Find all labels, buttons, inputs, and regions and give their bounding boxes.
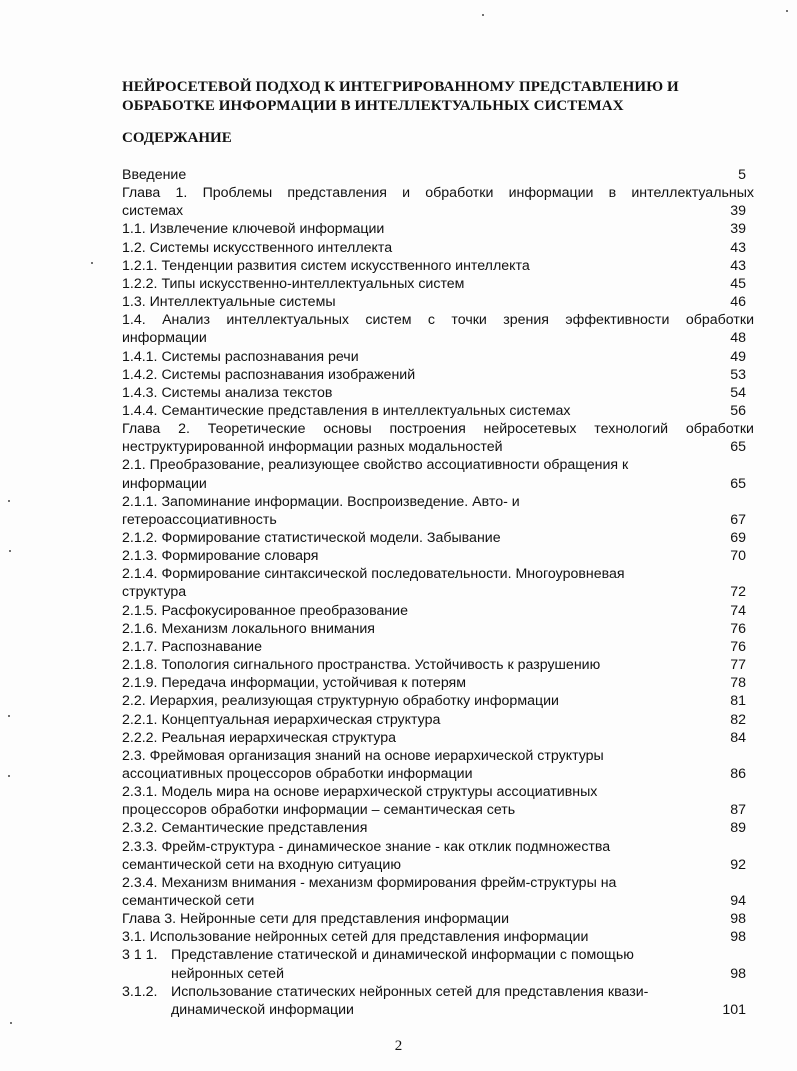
toc-entry xyxy=(122,366,754,384)
toc-entry-page: 82 xyxy=(730,711,746,728)
toc-entry xyxy=(122,874,754,892)
toc-entry-title: 2.1.8. Топология сигнального пространства. Устойчивость к разрушению xyxy=(122,657,601,674)
toc-entry-page: 5 xyxy=(738,167,746,183)
toc-entry-title: динамической информации xyxy=(171,1001,354,1018)
toc-entry-title: 2.1. Преобразование, реализующее свойство ассоциативности обращения к xyxy=(122,457,629,474)
toc-entry xyxy=(122,438,754,456)
toc-entry-page: 86 xyxy=(730,765,746,782)
toc-entry xyxy=(122,275,754,293)
toc-entry-title: 2.1.3. Формирование словаря xyxy=(122,548,319,565)
toc-entry-title: структура xyxy=(122,584,187,601)
toc-entry xyxy=(122,602,754,620)
toc-entry xyxy=(122,166,754,184)
toc-entry xyxy=(122,892,754,910)
title-line-1: НЕЙРОСЕТЕВОЙ ПОДХОД К ИНТЕГРИРОВАННОМУ ПРЕДСТАВЛЕНИЮ И xyxy=(122,79,679,95)
toc-entry-title: Глава 2. Теоретические основы построения нейросетевых технологий обработки xyxy=(122,421,754,438)
toc-entry-page: 56 xyxy=(730,402,746,419)
toc-entry-title: 2.3.4. Механизм внимания - механизм формирования фрейм-структуры на xyxy=(122,874,617,891)
toc-entry-title: семантической сети на входную ситуацию xyxy=(122,856,401,873)
toc-entry xyxy=(122,1001,754,1019)
toc-entry-page: 76 xyxy=(730,620,746,637)
toc-entry-page: 94 xyxy=(730,893,746,909)
toc-entry xyxy=(122,638,754,656)
toc-entry-title: 1.1. Извлечение ключевой информации xyxy=(122,221,385,238)
toc-entry-title: информации xyxy=(122,330,207,347)
toc-entry xyxy=(122,838,754,856)
toc-entry xyxy=(122,729,754,747)
toc-entry xyxy=(122,965,754,983)
toc-entry-title: 1.4.1. Системы распознавания речи xyxy=(122,348,359,365)
toc-entry xyxy=(122,928,754,946)
toc-entry xyxy=(122,420,754,438)
toc-entry-title: 1.2.1. Тенденции развития систем искусственного интеллекта xyxy=(122,257,530,274)
toc-entry-page: 70 xyxy=(730,548,746,565)
toc-entry-title: семантической сети xyxy=(122,893,255,909)
toc-entry-page: 84 xyxy=(730,729,746,746)
toc-entry-page: 53 xyxy=(730,366,746,383)
title-line-2: ОБРАБОТКЕ ИНФОРМАЦИИ В ИНТЕЛЛЕКТУАЛЬНЫХ СИСТЕМАХ xyxy=(122,98,624,114)
scan-speck xyxy=(8,715,10,717)
toc-entry xyxy=(122,711,754,729)
toc-entry-title: 2.3. Фреймовая организация знаний на основе иерархической структуры xyxy=(122,747,604,764)
toc-entry-page: 49 xyxy=(730,348,746,365)
toc-entry xyxy=(122,801,754,819)
toc-entry-title: 2.1.2. Формирование статистической модели. Забывание xyxy=(122,530,501,546)
scan-speck xyxy=(786,10,788,12)
toc-entry-title: процессоров обработки информации – семантическая сеть xyxy=(122,802,516,819)
scan-speck xyxy=(9,550,11,552)
toc-entry-page: 45 xyxy=(730,275,746,292)
toc-entry xyxy=(122,384,754,402)
toc-entry xyxy=(122,547,754,565)
toc-entry-page: 101 xyxy=(722,1001,746,1018)
toc-entry-page: 81 xyxy=(730,693,746,710)
toc-entry-title: Использование статических нейронных сетей для представления квази- xyxy=(171,983,649,1000)
toc-entry-page: 98 xyxy=(730,929,746,946)
toc-entry-title: информации xyxy=(122,475,207,492)
toc-entry-page: 43 xyxy=(730,257,746,274)
toc-entry xyxy=(122,511,754,529)
toc-entry-title: 2.2.1. Концептуальная иерархическая структура xyxy=(122,711,441,728)
toc-entry-title: гетероассоциативность xyxy=(122,511,277,528)
toc-entry-number: 3.1.2. xyxy=(122,983,158,1000)
toc-entry xyxy=(122,783,754,801)
toc-entry-title: системах xyxy=(122,203,184,220)
toc-entry-page: 76 xyxy=(730,638,746,655)
toc-entry-title: 2.3.2. Семантические представления xyxy=(122,820,368,837)
toc-entry-title: Глава 1. Проблемы представления и обработки информации в интеллектуальных xyxy=(122,185,754,202)
toc-entry-title: 1.2. Системы искусственного интеллекта xyxy=(122,239,393,256)
toc-entry xyxy=(122,692,754,710)
toc-entry-page: 67 xyxy=(730,511,746,528)
toc-entry xyxy=(122,311,754,329)
toc-entry xyxy=(122,674,754,692)
toc-entry-page: 65 xyxy=(730,439,746,456)
toc-entry-title: 3.1. Использование нейронных сетей для представления информации xyxy=(122,929,589,946)
toc-entry-title: Введение xyxy=(122,167,187,183)
toc-entry xyxy=(122,493,754,511)
toc-entry-page: 65 xyxy=(730,475,746,492)
scan-speck xyxy=(10,1022,12,1024)
toc-entry xyxy=(122,402,754,420)
toc-entry-page: 92 xyxy=(730,856,746,873)
toc-entry xyxy=(122,565,754,583)
toc-entry xyxy=(122,529,754,547)
toc-entry xyxy=(122,983,754,1001)
toc-entry-title: 1.2.2. Типы искусственно-интеллектуальных систем xyxy=(122,275,465,292)
toc-entry-title: 2.3.1. Модель мира на основе иерархической структуры ассоциативных xyxy=(122,784,598,801)
toc-entry-title: 1.4.4. Семантические представления в интеллектуальных системах xyxy=(122,402,571,419)
toc-entry-page: 74 xyxy=(730,602,746,619)
toc-entry-title: Глава 3. Нейронные сети для представления информации xyxy=(122,911,509,928)
toc-entry-title: 2.1.1. Запоминание информации. Воспроизведение. Авто- и xyxy=(122,493,520,510)
toc-entry-page: 39 xyxy=(730,203,746,220)
toc-entry-page: 43 xyxy=(730,239,746,256)
toc-entry xyxy=(122,475,754,493)
toc-entry xyxy=(122,946,754,964)
scan-speck xyxy=(482,14,484,16)
toc-entry-page: 98 xyxy=(730,911,746,928)
scan-speck xyxy=(8,775,10,777)
toc-entry-page: 69 xyxy=(730,530,746,546)
toc-entry xyxy=(122,765,754,783)
toc-entry-title: 2.1.5. Расфокусированное преобразование xyxy=(122,602,408,619)
toc-entry-page: 72 xyxy=(730,584,746,601)
toc-entry-title: 2.1.9. Передача информации, устойчивая к потерям xyxy=(122,675,466,692)
toc-entry-number: 3 1 1. xyxy=(122,947,158,964)
toc-entry xyxy=(122,620,754,638)
toc-entry-page: 98 xyxy=(730,965,746,982)
toc-entry-page: 87 xyxy=(730,802,746,819)
toc-entry xyxy=(122,656,754,674)
toc-entry-page: 39 xyxy=(730,221,746,238)
toc-entry-page: 54 xyxy=(730,384,746,401)
toc-entry-title: 2.1.6. Механизм локального внимания xyxy=(122,620,375,637)
toc-entry-title: 2.2. Иерархия, реализующая структурную обработку информации xyxy=(122,693,559,710)
toc-entry-title: ассоциативных процессоров обработки информации xyxy=(122,765,473,782)
toc-entry-title: 2.3.3. Фрейм-структура - динамическое знание - как отклик подмножества xyxy=(122,838,611,855)
toc-entry xyxy=(122,239,754,257)
toc-entry xyxy=(122,819,754,837)
toc-entry xyxy=(122,583,754,601)
toc-entry-page: 89 xyxy=(730,820,746,837)
toc-entry-title: неструктурированной информации разных модальностей xyxy=(122,439,503,456)
toc-entry xyxy=(122,293,754,311)
toc-entry-title: нейронных сетей xyxy=(171,965,285,982)
toc-entry-title: 1.4.2. Системы распознавания изображений xyxy=(122,366,416,383)
toc-entry xyxy=(122,456,754,474)
toc-entry-page: 77 xyxy=(730,657,746,674)
toc-entry xyxy=(122,202,754,220)
page-number: 2 xyxy=(394,1038,403,1054)
toc-entry-title: 2.2.2. Реальная иерархическая структура xyxy=(122,729,396,746)
toc-heading: СОДЕРЖАНИЕ xyxy=(122,130,232,146)
toc-entry xyxy=(122,747,754,765)
toc-entry-title: 1.4. Анализ интеллектуальных систем с точки зрения эффективности обработки xyxy=(122,312,754,329)
toc-entry-title: 1.4.3. Системы анализа текстов xyxy=(122,384,333,401)
toc-entry-title: Представление статической и динамической информации с помощью xyxy=(171,947,634,964)
toc-entry xyxy=(122,329,754,347)
toc-entry-title: 1.3. Интеллектуальные системы xyxy=(122,294,336,311)
toc-entry xyxy=(122,910,754,928)
toc-entry-page: 48 xyxy=(730,330,746,347)
scan-speck xyxy=(8,500,10,502)
toc-entry xyxy=(122,184,754,202)
toc-entry-page: 78 xyxy=(730,675,746,692)
toc-entry-title: 2.1.7. Распознавание xyxy=(122,638,262,655)
toc-entry xyxy=(122,348,754,366)
toc-entry-title: 2.1.4. Формирование синтаксической последовательности. Многоуровневая xyxy=(122,566,625,583)
scan-speck xyxy=(91,262,93,264)
toc-entry xyxy=(122,220,754,238)
toc-entry xyxy=(122,856,754,874)
toc-entry-page: 46 xyxy=(730,294,746,311)
document-title xyxy=(122,78,742,116)
toc-entry xyxy=(122,257,754,275)
